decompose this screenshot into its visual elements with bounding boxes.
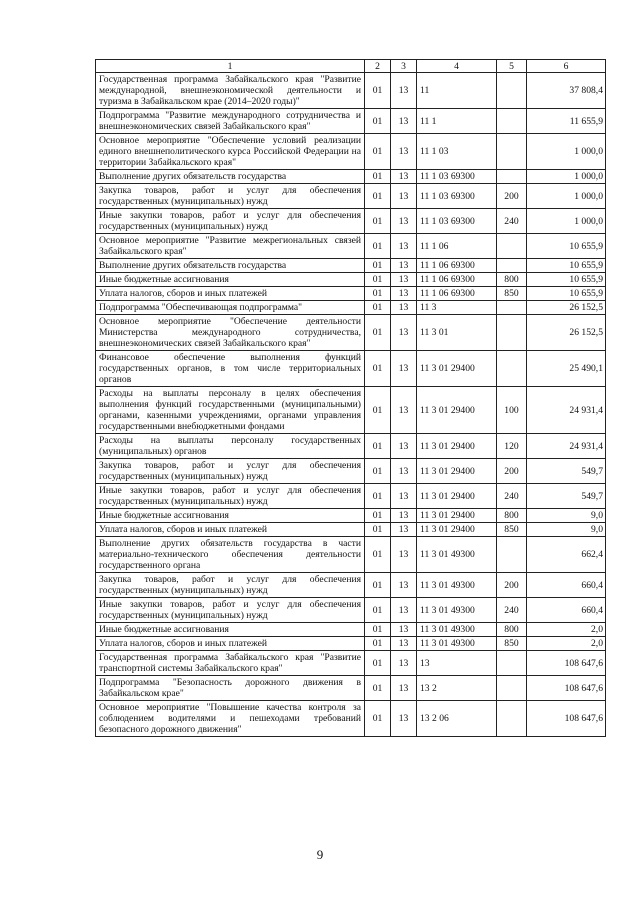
row-cell-c6: 1 000,0 [527,170,606,184]
row-cell-c2: 01 [365,651,391,676]
row-cell-c5 [497,134,527,170]
row-cell-c4: 11 1 03 [417,134,497,170]
row-cell-c5 [497,301,527,315]
row-cell-c6: 10 655,9 [527,273,606,287]
row-cell-c5 [497,73,527,109]
row-description: Финансовое обеспечение выполнения функций государственных органов, в том числе территориальных органов [96,351,365,387]
row-cell-c4: 11 1 03 69300 [417,209,497,234]
row-cell-c2: 01 [365,537,391,573]
table-row [96,509,606,523]
row-description: Подпрограмма "Обеспечивающая подпрограмма" [96,301,365,315]
row-cell-c5 [497,109,527,134]
row-cell-c3: 13 [391,651,417,676]
column-header: 6 [527,60,606,73]
row-cell-c4: 11 3 01 49300 [417,623,497,637]
row-description: Иные бюджетные ассигнования [96,623,365,637]
table-row [96,651,606,676]
row-cell-c5 [497,651,527,676]
row-cell-c3: 13 [391,484,417,509]
row-cell-c2: 01 [365,273,391,287]
row-cell-c4: 13 2 [417,676,497,701]
row-cell-c4: 11 1 03 69300 [417,184,497,209]
row-cell-c5: 240 [497,484,527,509]
row-cell-c3: 13 [391,637,417,651]
row-cell-c5: 100 [497,387,527,434]
row-cell-c3: 13 [391,301,417,315]
row-description: Закупка товаров, работ и услуг для обеспечения государственных (муниципальных) нужд [96,184,365,209]
row-description: Государственная программа Забайкальского края "Развитие международной, внешнеэкономической деятельности и туризма в Забайкальском крае (2014–2020 годы)" [96,73,365,109]
row-cell-c3: 13 [391,315,417,351]
row-cell-c6: 108 647,6 [527,651,606,676]
row-description: Иные бюджетные ассигнования [96,273,365,287]
row-cell-c5: 800 [497,509,527,523]
table-row [96,637,606,651]
table-row [96,537,606,573]
row-cell-c6: 10 655,9 [527,287,606,301]
row-description: Иные закупки товаров, работ и услуг для обеспечения государственных (муниципальных) нужд [96,484,365,509]
row-cell-c3: 13 [391,523,417,537]
table-row [96,287,606,301]
row-cell-c2: 01 [365,523,391,537]
row-cell-c5 [497,259,527,273]
table-row [96,109,606,134]
row-cell-c3: 13 [391,287,417,301]
row-cell-c4: 13 2 06 [417,701,497,737]
row-description: Выполнение других обязательств государства [96,259,365,273]
table-row [96,73,606,109]
row-description: Уплата налогов, сборов и иных платежей [96,637,365,651]
table-row [96,701,606,737]
row-description: Основное мероприятие "Развитие межрегиональных связей Забайкальского края" [96,234,365,259]
row-cell-c3: 13 [391,537,417,573]
budget-table [95,59,606,737]
row-cell-c4: 11 3 01 49300 [417,573,497,598]
table-row [96,184,606,209]
row-cell-c3: 13 [391,170,417,184]
row-description: Государственная программа Забайкальского края "Развитие транспортной системы Забайкальского края" [96,651,365,676]
table-row [96,523,606,537]
table-row [96,434,606,459]
row-cell-c2: 01 [365,234,391,259]
row-cell-c2: 01 [365,459,391,484]
row-description: Основное мероприятие "Обеспечение деятельности Министерства международного сотрудничества, внешнеэкономических связей Забайкальского края" [96,315,365,351]
row-cell-c6: 660,4 [527,573,606,598]
row-cell-c6: 10 655,9 [527,259,606,273]
row-cell-c2: 01 [365,387,391,434]
row-cell-c4: 11 3 01 29400 [417,351,497,387]
row-cell-c5 [497,676,527,701]
row-description: Иные закупки товаров, работ и услуг для обеспечения государственных (муниципальных) нужд [96,209,365,234]
table-row [96,315,606,351]
row-cell-c4: 11 3 01 49300 [417,537,497,573]
row-cell-c6: 1 000,0 [527,134,606,170]
table-row [96,234,606,259]
row-cell-c5 [497,351,527,387]
row-cell-c3: 13 [391,109,417,134]
budget-table-container [95,59,605,737]
row-cell-c6: 549,7 [527,484,606,509]
row-cell-c3: 13 [391,209,417,234]
row-cell-c5: 200 [497,459,527,484]
row-description: Уплата налогов, сборов и иных платежей [96,287,365,301]
row-cell-c2: 01 [365,598,391,623]
row-cell-c2: 01 [365,109,391,134]
row-description: Основное мероприятие "Обеспечение условий реализации единого внешнеполитического курса Российской Федерации на территории Забайкальского края" [96,134,365,170]
row-cell-c6: 37 808,4 [527,73,606,109]
row-cell-c2: 01 [365,170,391,184]
row-cell-c2: 01 [365,573,391,598]
row-cell-c6: 10 655,9 [527,234,606,259]
table-row [96,573,606,598]
row-cell-c6: 1 000,0 [527,184,606,209]
table-row [96,484,606,509]
row-cell-c4: 11 3 01 29400 [417,387,497,434]
row-cell-c3: 13 [391,134,417,170]
row-cell-c4: 11 3 01 29400 [417,484,497,509]
row-cell-c3: 13 [391,184,417,209]
row-cell-c5 [497,537,527,573]
row-cell-c2: 01 [365,637,391,651]
row-cell-c4: 11 1 06 69300 [417,273,497,287]
page-number: 9 [316,847,324,862]
row-cell-c3: 13 [391,73,417,109]
row-cell-c2: 01 [365,676,391,701]
row-cell-c5: 200 [497,184,527,209]
table-row [96,623,606,637]
row-cell-c4: 11 3 01 29400 [417,459,497,484]
column-header: 1 [96,60,365,73]
row-cell-c6: 108 647,6 [527,676,606,701]
row-cell-c2: 01 [365,184,391,209]
row-cell-c6: 108 647,6 [527,701,606,737]
row-cell-c6: 660,4 [527,598,606,623]
row-cell-c2: 01 [365,259,391,273]
row-cell-c2: 01 [365,134,391,170]
column-header: 4 [417,60,497,73]
row-cell-c3: 13 [391,701,417,737]
row-cell-c3: 13 [391,509,417,523]
row-cell-c3: 13 [391,273,417,287]
row-cell-c2: 01 [365,434,391,459]
row-cell-c3: 13 [391,573,417,598]
table-row [96,598,606,623]
row-cell-c3: 13 [391,623,417,637]
row-description: Подпрограмма "Безопасность дорожного движения в Забайкальском крае" [96,676,365,701]
row-description: Подпрограмма "Развитие международного сотрудничества и внешнеэкономических связей Забайкальского края" [96,109,365,134]
row-cell-c4: 11 1 06 69300 [417,287,497,301]
row-cell-c6: 24 931,4 [527,434,606,459]
table-row [96,273,606,287]
column-header: 5 [497,60,527,73]
row-cell-c6: 9,0 [527,523,606,537]
table-row [96,209,606,234]
row-cell-c5: 240 [497,598,527,623]
row-cell-c4: 11 3 01 29400 [417,434,497,459]
column-header: 3 [391,60,417,73]
row-cell-c5: 850 [497,637,527,651]
row-cell-c5 [497,315,527,351]
row-cell-c6: 9,0 [527,509,606,523]
row-cell-c6: 26 152,5 [527,315,606,351]
row-cell-c5: 240 [497,209,527,234]
row-cell-c4: 11 3 01 49300 [417,637,497,651]
table-row [96,387,606,434]
row-cell-c3: 13 [391,351,417,387]
row-cell-c4: 11 1 06 69300 [417,259,497,273]
row-cell-c5: 850 [497,523,527,537]
row-cell-c2: 01 [365,351,391,387]
row-cell-c5: 800 [497,623,527,637]
row-cell-c6: 26 152,5 [527,301,606,315]
row-cell-c5 [497,234,527,259]
row-cell-c5: 120 [497,434,527,459]
row-cell-c5: 200 [497,573,527,598]
row-cell-c4: 11 [417,73,497,109]
row-description: Расходы на выплаты персоналу в целях обеспечения выполнения функций государственными (муниципальными) органами, казенными учреждениями, органами управления государственными внебюджетными фондами [96,387,365,434]
table-row [96,134,606,170]
row-description: Уплата налогов, сборов и иных платежей [96,523,365,537]
row-cell-c6: 11 655,9 [527,109,606,134]
row-cell-c3: 13 [391,598,417,623]
row-cell-c4: 11 3 01 [417,315,497,351]
row-description: Закупка товаров, работ и услуг для обеспечения государственных (муниципальных) нужд [96,573,365,598]
row-description: Иные закупки товаров, работ и услуг для обеспечения государственных (муниципальных) нужд [96,598,365,623]
table-row [96,170,606,184]
row-cell-c4: 11 3 [417,301,497,315]
row-cell-c4: 11 1 03 69300 [417,170,497,184]
row-cell-c4: 11 1 [417,109,497,134]
row-cell-c4: 11 1 06 [417,234,497,259]
row-cell-c6: 1 000,0 [527,209,606,234]
row-cell-c2: 01 [365,315,391,351]
row-cell-c6: 2,0 [527,623,606,637]
table-row [96,301,606,315]
row-cell-c4: 11 3 01 29400 [417,523,497,537]
row-cell-c2: 01 [365,701,391,737]
row-cell-c5: 800 [497,273,527,287]
row-description: Выполнение других обязательств государства в части материально-технического обеспечения деятельности государственного органа [96,537,365,573]
column-header: 2 [365,60,391,73]
table-row [96,676,606,701]
row-cell-c5: 850 [497,287,527,301]
table-row [96,259,606,273]
table-row [96,351,606,387]
row-cell-c2: 01 [365,623,391,637]
table-row [96,459,606,484]
row-description: Расходы на выплаты персоналу государственных (муниципальных) органов [96,434,365,459]
row-cell-c2: 01 [365,301,391,315]
row-cell-c2: 01 [365,484,391,509]
table-header-row [96,60,606,73]
row-cell-c2: 01 [365,287,391,301]
row-cell-c4: 11 3 01 49300 [417,598,497,623]
row-cell-c6: 549,7 [527,459,606,484]
row-cell-c6: 24 931,4 [527,387,606,434]
row-cell-c5 [497,170,527,184]
row-cell-c3: 13 [391,676,417,701]
row-cell-c2: 01 [365,209,391,234]
row-cell-c2: 01 [365,73,391,109]
row-cell-c4: 13 [417,651,497,676]
row-description: Основное мероприятие "Повышение качества контроля за соблюдением водителями и пешеходами требований безопасного дорожного движения" [96,701,365,737]
row-cell-c5 [497,701,527,737]
row-description: Закупка товаров, работ и услуг для обеспечения государственных (муниципальных) нужд [96,459,365,484]
row-cell-c3: 13 [391,387,417,434]
row-cell-c6: 662,4 [527,537,606,573]
row-cell-c6: 25 490,1 [527,351,606,387]
row-cell-c6: 2,0 [527,637,606,651]
row-cell-c3: 13 [391,259,417,273]
row-description: Выполнение других обязательств государства [96,170,365,184]
row-cell-c3: 13 [391,234,417,259]
table-body [96,73,606,737]
row-cell-c3: 13 [391,434,417,459]
row-cell-c2: 01 [365,509,391,523]
row-cell-c4: 11 3 01 29400 [417,509,497,523]
row-description: Иные бюджетные ассигнования [96,509,365,523]
row-cell-c3: 13 [391,459,417,484]
